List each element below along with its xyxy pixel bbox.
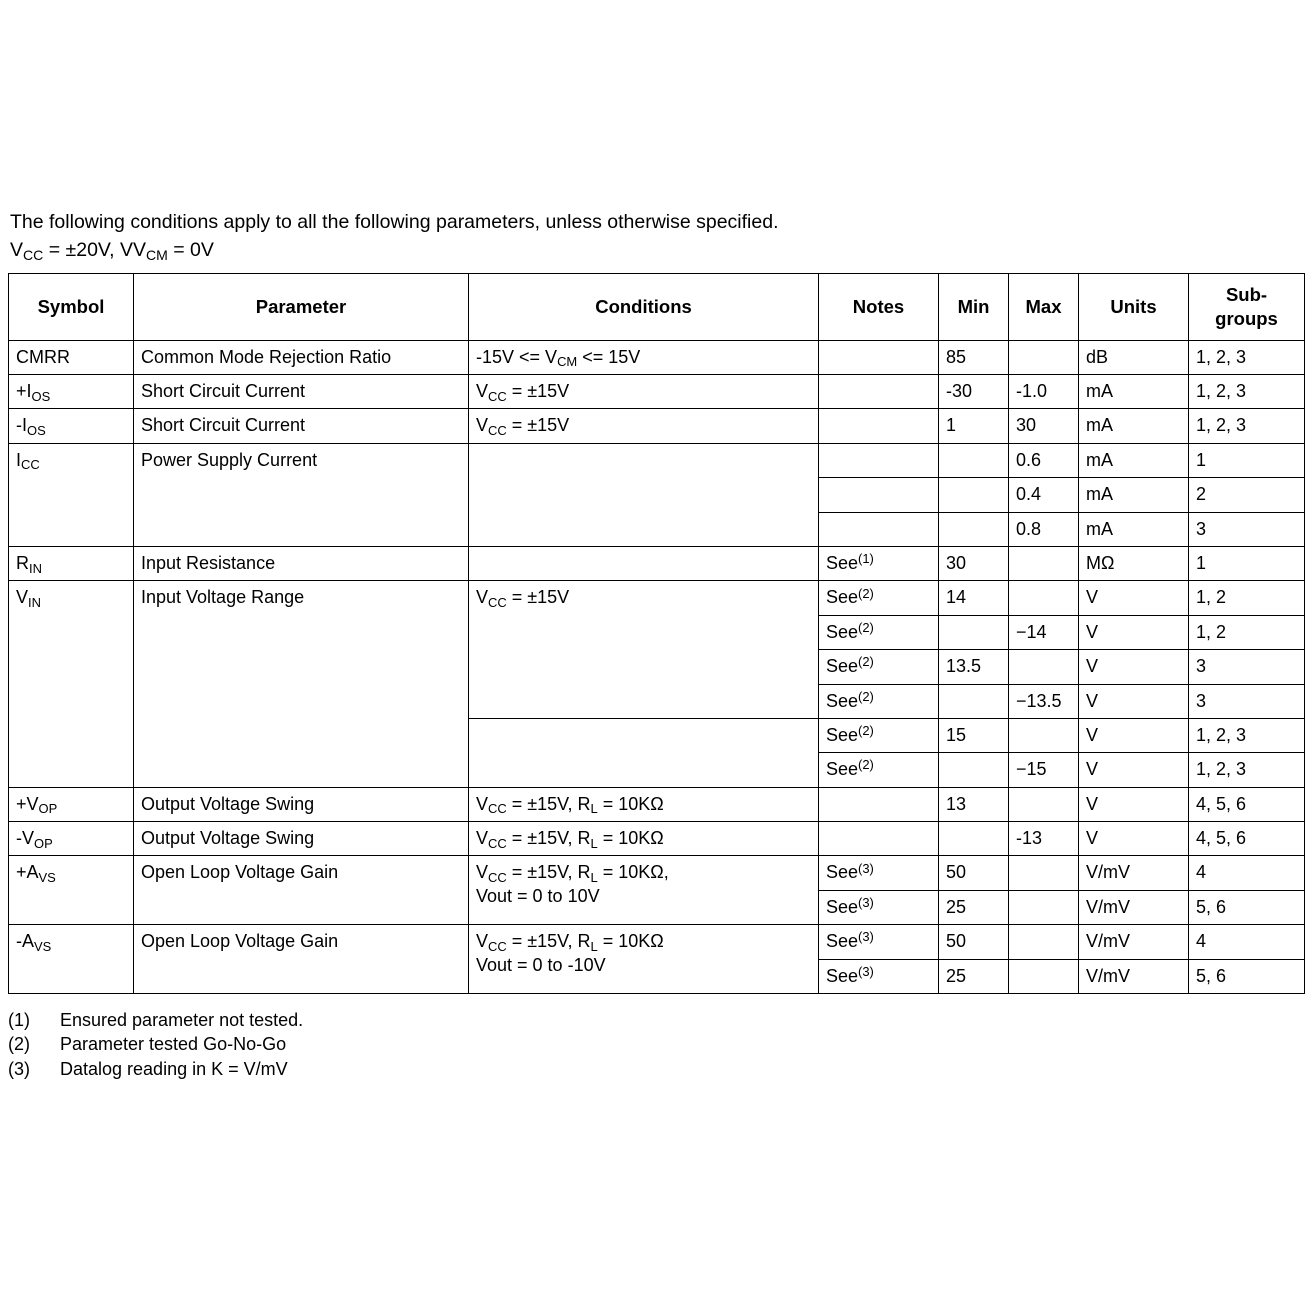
cell-conditions <box>469 822 819 856</box>
cell-subgroups: 2 <box>1189 478 1305 512</box>
cell-max <box>1009 718 1079 752</box>
datasheet-page <box>8 208 1303 1081</box>
note-text: See <box>826 587 859 608</box>
cell-min <box>939 478 1009 512</box>
cond-tail: , <box>663 862 669 883</box>
table-row <box>9 443 1305 477</box>
cond-rl-suffix: = 10KΩ <box>597 793 664 814</box>
cell-notes <box>819 375 939 409</box>
cell-units: dB <box>1079 340 1189 374</box>
cond-subscript: CC <box>488 801 507 817</box>
cell-max: 0.4 <box>1009 478 1079 512</box>
cell-notes <box>819 443 939 477</box>
sym-prefix: -A <box>16 931 34 952</box>
cell-conditions <box>469 546 819 580</box>
sym-subscript: OP <box>34 835 53 851</box>
footnote-2-number: (2) <box>8 1034 30 1055</box>
cell-units: V/mV <box>1079 856 1189 890</box>
cell-min: 30 <box>939 546 1009 580</box>
note-ref: (2) <box>858 688 874 704</box>
cell-subgroups: 4 <box>1189 856 1305 890</box>
note-ref: (3) <box>858 895 874 911</box>
note-ref: (2) <box>858 757 874 773</box>
intro-suffix: = 0V <box>167 239 214 262</box>
sym-subscript: IN <box>29 560 42 576</box>
cond-subscript: CC <box>488 938 507 954</box>
cond-mid: = ±15V <box>506 862 568 883</box>
sym-prefix: +A <box>16 862 39 883</box>
cell-notes <box>819 753 939 787</box>
cell-subgroups: 4, 5, 6 <box>1189 787 1305 821</box>
cell-conditions <box>469 409 819 443</box>
header-subgroups-line1: Sub- <box>1225 283 1268 305</box>
table-header <box>9 273 1305 340</box>
footnote-3-number: (3) <box>8 1058 30 1079</box>
header-units: Units <box>1079 273 1189 340</box>
cell-parameter: Open Loop Voltage Gain <box>134 925 469 994</box>
intro-vcm-subscript: CM <box>146 247 168 264</box>
cell-notes <box>819 478 939 512</box>
cell-conditions <box>469 856 819 925</box>
cell-notes <box>819 581 939 615</box>
cell-max <box>1009 340 1079 374</box>
cell-conditions <box>469 375 819 409</box>
cell-units: V <box>1079 650 1189 684</box>
cond-prefix: V <box>476 381 489 402</box>
cell-symbol <box>9 856 134 925</box>
cond-subscript: CC <box>488 870 507 886</box>
cond-subscript: CC <box>488 388 507 404</box>
footnote-3 <box>8 1057 1303 1081</box>
header-notes: Notes <box>819 273 939 340</box>
header-conditions: Conditions <box>469 273 819 340</box>
sym-subscript: OP <box>38 801 58 817</box>
table-row <box>9 925 1305 959</box>
cell-notes <box>819 546 939 580</box>
cell-max <box>1009 959 1079 993</box>
cell-min: 13 <box>939 787 1009 821</box>
sym-prefix: R <box>16 552 29 573</box>
footnote-1-number: (1) <box>8 1010 30 1031</box>
cond-rl-subscript: L <box>590 801 598 817</box>
cell-min <box>939 684 1009 718</box>
cell-subgroups: 1, 2, 3 <box>1189 340 1305 374</box>
sym-prefix: -V <box>16 828 34 849</box>
cell-max <box>1009 925 1079 959</box>
cond-rl-prefix: , R <box>567 793 591 814</box>
cell-symbol <box>9 546 134 580</box>
cell-max <box>1009 787 1079 821</box>
cell-units: mA <box>1079 443 1189 477</box>
note-ref: (2) <box>858 723 874 739</box>
cell-subgroups: 5, 6 <box>1189 959 1305 993</box>
cell-units: mA <box>1079 409 1189 443</box>
intro-text <box>8 208 1303 265</box>
cell-notes <box>819 340 939 374</box>
footnote-3-text: Datalog reading in K = V/mV <box>60 1058 288 1079</box>
header-parameter: Parameter <box>134 273 469 340</box>
cond-rl-subscript: L <box>590 870 598 886</box>
cell-conditions <box>469 340 819 374</box>
footnotes <box>8 1008 1303 1081</box>
cond-rl-subscript: L <box>590 835 598 851</box>
footnote-2 <box>8 1032 1303 1056</box>
table-row <box>9 822 1305 856</box>
sym-subscript: VS <box>38 870 56 886</box>
cell-subgroups: 4 <box>1189 925 1305 959</box>
sym-prefix: +V <box>16 793 39 814</box>
cell-min: -30 <box>939 375 1009 409</box>
note-ref: (3) <box>858 860 874 876</box>
cond-suffix: = ±15V <box>506 415 570 436</box>
footnote-2-text: Parameter tested Go-No-Go <box>60 1034 287 1055</box>
cell-max: 0.8 <box>1009 512 1079 546</box>
header-symbol: Symbol <box>9 273 134 340</box>
header-subgroups <box>1189 273 1305 340</box>
cond-prefix: V <box>476 793 489 814</box>
cell-subgroups: 4, 5, 6 <box>1189 822 1305 856</box>
cond-rl-prefix: , R <box>567 862 591 883</box>
cell-subgroups: 3 <box>1189 650 1305 684</box>
cell-max: 0.6 <box>1009 443 1079 477</box>
intro-middle: = ±20V, V <box>43 239 133 262</box>
cond-rl-prefix: , R <box>567 828 591 849</box>
cell-conditions <box>469 443 819 546</box>
cell-units: V/mV <box>1079 925 1189 959</box>
sym-subscript: CC <box>21 457 40 473</box>
cell-notes <box>819 684 939 718</box>
sym-subscript: VS <box>34 938 52 954</box>
cell-units: V <box>1079 753 1189 787</box>
header-min: Min <box>939 273 1009 340</box>
cell-min <box>939 615 1009 649</box>
specifications-table <box>8 273 1305 995</box>
cell-units: mA <box>1079 375 1189 409</box>
cell-symbol <box>9 375 134 409</box>
cell-max <box>1009 650 1079 684</box>
table-row <box>9 856 1305 890</box>
sym-subscript: OS <box>27 423 46 439</box>
cell-min: 1 <box>939 409 1009 443</box>
intro-line-2 <box>8 236 1303 264</box>
cell-symbol <box>9 787 134 821</box>
cell-units: V <box>1079 615 1189 649</box>
cell-min <box>939 443 1009 477</box>
cond-line2: Vout = 0 to -10V <box>476 954 606 975</box>
cell-subgroups: 1, 2, 3 <box>1189 718 1305 752</box>
cell-subgroups: 1 <box>1189 443 1305 477</box>
footnote-1-text: Ensured parameter not tested. <box>60 1010 304 1031</box>
cell-notes <box>819 925 939 959</box>
cell-max: −14 <box>1009 615 1079 649</box>
cell-min: 85 <box>939 340 1009 374</box>
cond-mid: = ±15V <box>506 931 568 952</box>
table-row <box>9 546 1305 580</box>
cond-suffix: = ±15V <box>506 381 570 402</box>
intro-vcc-subscript: CC <box>23 247 44 264</box>
cell-notes <box>819 787 939 821</box>
cell-notes <box>819 959 939 993</box>
header-max: Max <box>1009 273 1079 340</box>
cond-rl-subscript: L <box>590 938 598 954</box>
cell-units: mA <box>1079 478 1189 512</box>
cell-max <box>1009 581 1079 615</box>
sym-subscript: IN <box>28 594 41 610</box>
note-text: See <box>826 896 859 917</box>
cell-subgroups: 1, 2 <box>1189 615 1305 649</box>
sym-prefix: -I <box>16 415 27 436</box>
cell-subgroups: 1, 2, 3 <box>1189 409 1305 443</box>
cond-rl-prefix: , R <box>567 931 591 952</box>
cond-prefix: V <box>476 828 489 849</box>
note-text: See <box>826 690 859 711</box>
cond-subscript: CM <box>557 354 578 370</box>
cell-notes <box>819 615 939 649</box>
note-text: See <box>826 656 859 677</box>
sym-prefix: I <box>16 449 22 470</box>
cell-parameter: Common Mode Rejection Ratio <box>134 340 469 374</box>
cell-units: V <box>1079 718 1189 752</box>
cell-min: 14 <box>939 581 1009 615</box>
cell-max: −15 <box>1009 753 1079 787</box>
cell-notes <box>819 650 939 684</box>
cell-max: -13 <box>1009 822 1079 856</box>
cell-notes <box>819 512 939 546</box>
cell-notes <box>819 409 939 443</box>
cell-notes <box>819 718 939 752</box>
cell-conditions <box>469 925 819 994</box>
cond-subscript: CC <box>488 423 507 439</box>
cond-line2: Vout = 0 to 10V <box>476 885 600 906</box>
cell-units: V/mV <box>1079 890 1189 924</box>
note-ref: (1) <box>858 551 874 567</box>
note-text: See <box>826 931 859 952</box>
cell-subgroups: 3 <box>1189 512 1305 546</box>
cond-rl-suffix: = 10KΩ <box>597 828 664 849</box>
cond-subscript: CC <box>488 594 507 610</box>
note-text: See <box>826 862 859 883</box>
cell-min <box>939 512 1009 546</box>
cond-suffix: <= 15V <box>577 346 641 367</box>
cell-units: MΩ <box>1079 546 1189 580</box>
cell-subgroups: 1, 2, 3 <box>1189 375 1305 409</box>
note-ref: (2) <box>858 619 874 635</box>
cell-parameter: Short Circuit Current <box>134 375 469 409</box>
table-body <box>9 340 1305 993</box>
sym-subscript: OS <box>31 388 51 404</box>
cell-max: -1.0 <box>1009 375 1079 409</box>
cell-subgroups: 1, 2 <box>1189 581 1305 615</box>
cell-parameter: Open Loop Voltage Gain <box>134 856 469 925</box>
note-ref: (3) <box>858 929 874 945</box>
cell-subgroups: 1 <box>1189 546 1305 580</box>
cond-mid: = ±15V <box>506 793 568 814</box>
table-row <box>9 375 1305 409</box>
cond-prefix: V <box>476 587 489 608</box>
cond-prefix: V <box>476 931 489 952</box>
cell-symbol <box>9 409 134 443</box>
cell-units: V <box>1079 581 1189 615</box>
table-row <box>9 581 1305 615</box>
intro-vcm-prefix: V <box>132 239 146 262</box>
cond-rl-suffix: = 10KΩ <box>597 931 664 952</box>
cond-prefix: -15V <= V <box>476 346 558 367</box>
cell-symbol <box>9 581 134 787</box>
cell-subgroups: 1, 2, 3 <box>1189 753 1305 787</box>
cell-parameter: Power Supply Current <box>134 443 469 546</box>
cell-min: 25 <box>939 890 1009 924</box>
table-row <box>9 787 1305 821</box>
intro-vcc-prefix: V <box>10 239 24 262</box>
cell-symbol <box>9 443 134 546</box>
cell-units: V <box>1079 787 1189 821</box>
cell-subgroups: 5, 6 <box>1189 890 1305 924</box>
cell-min: 13.5 <box>939 650 1009 684</box>
cell-max <box>1009 856 1079 890</box>
cell-conditions <box>469 718 819 787</box>
note-ref: (2) <box>858 585 874 601</box>
note-text: See <box>826 759 859 780</box>
cond-suffix: = ±15V <box>506 587 570 608</box>
intro-line-1: The following conditions apply to all the following parameters, unless otherwise specified. <box>10 211 779 233</box>
cell-units: V <box>1079 684 1189 718</box>
cell-min: 50 <box>939 856 1009 890</box>
cell-conditions <box>469 787 819 821</box>
cell-units: V <box>1079 822 1189 856</box>
cell-max: −13.5 <box>1009 684 1079 718</box>
cell-parameter: Output Voltage Swing <box>134 822 469 856</box>
cell-max: 30 <box>1009 409 1079 443</box>
sym-prefix: +I <box>16 381 32 402</box>
sym-prefix: V <box>16 587 29 608</box>
cell-notes <box>819 856 939 890</box>
cell-units: V/mV <box>1079 959 1189 993</box>
cell-symbol <box>9 925 134 994</box>
note-ref: (3) <box>858 963 874 979</box>
cell-notes <box>819 822 939 856</box>
cell-min: 25 <box>939 959 1009 993</box>
cell-conditions <box>469 581 819 719</box>
cond-mid: = ±15V <box>506 828 568 849</box>
cell-parameter: Input Resistance <box>134 546 469 580</box>
header-subgroups-line2: groups <box>1215 307 1278 329</box>
footnote-1 <box>8 1008 1303 1032</box>
table-row <box>9 340 1305 374</box>
cond-subscript: CC <box>488 835 507 851</box>
cell-parameter: Short Circuit Current <box>134 409 469 443</box>
note-text: See <box>826 724 859 745</box>
note-text: See <box>826 552 859 573</box>
cell-parameter: Input Voltage Range <box>134 581 469 787</box>
cell-max <box>1009 546 1079 580</box>
header-row <box>9 273 1305 340</box>
note-text: See <box>826 965 859 986</box>
cell-notes <box>819 890 939 924</box>
note-ref: (2) <box>858 654 874 670</box>
note-text: See <box>826 621 859 642</box>
cell-min <box>939 753 1009 787</box>
cell-symbol <box>9 822 134 856</box>
cell-units: mA <box>1079 512 1189 546</box>
cell-min: 50 <box>939 925 1009 959</box>
cell-min: 15 <box>939 718 1009 752</box>
cell-min <box>939 822 1009 856</box>
cond-rl-suffix: = 10KΩ <box>597 862 664 883</box>
cond-prefix: V <box>476 415 489 436</box>
cond-prefix: V <box>476 862 489 883</box>
table-row <box>9 409 1305 443</box>
cell-subgroups: 3 <box>1189 684 1305 718</box>
cell-parameter: Output Voltage Swing <box>134 787 469 821</box>
cell-max <box>1009 890 1079 924</box>
cell-symbol: CMRR <box>9 340 134 374</box>
